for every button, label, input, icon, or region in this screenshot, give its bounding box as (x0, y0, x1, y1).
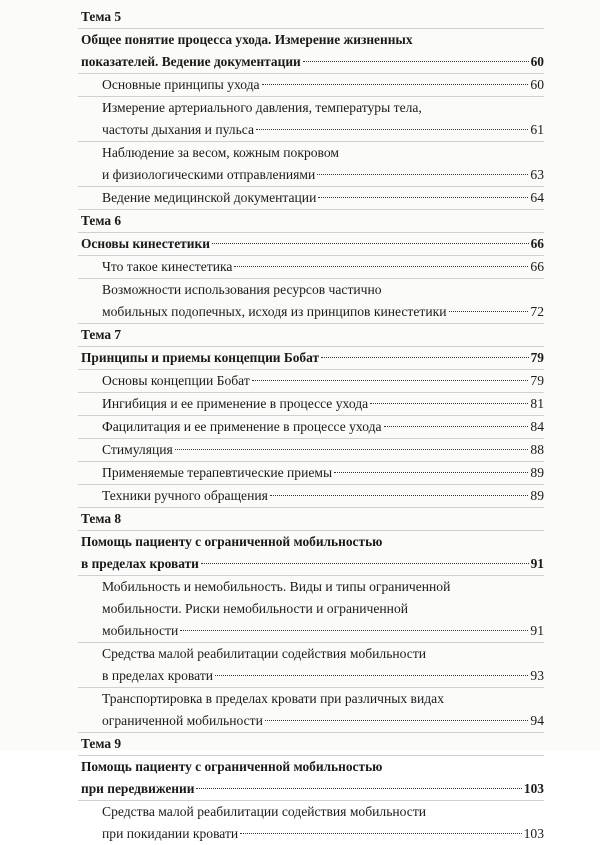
toc-entry-text: Тема 5 (81, 9, 122, 24)
page-number: 60 (530, 77, 544, 92)
page-number: 63 (530, 167, 544, 182)
toc-entry (78, 800, 544, 823)
dot-leader (175, 449, 529, 450)
toc-section-title (78, 232, 544, 255)
dot-leader (270, 495, 529, 496)
toc-theme-heading (78, 507, 544, 530)
toc-entry (78, 164, 544, 186)
page-number: 103 (523, 826, 544, 841)
toc-entry (78, 710, 544, 732)
dot-leader (262, 84, 529, 85)
toc-entry-text: мобильности (102, 623, 179, 638)
dot-leader (234, 266, 528, 267)
toc-entry-text: Тема 6 (81, 213, 122, 228)
page-number: 79 (530, 373, 544, 388)
page-number: 66 (530, 236, 544, 251)
dot-leader (196, 788, 521, 789)
toc-section-title (78, 346, 544, 369)
toc-entry (78, 301, 544, 323)
toc-entry-text: Принципы и приемы концепции Бобат (81, 350, 320, 365)
toc-entry (78, 186, 544, 209)
toc-entry (78, 415, 544, 438)
toc-section-title (78, 553, 544, 575)
toc-entry-text: Техники ручного обращения (102, 488, 268, 503)
dot-leader (212, 243, 529, 244)
page-number: 94 (530, 713, 544, 728)
toc-entry-text: Средства малой реабилитации содействия мобильности (102, 804, 427, 819)
page-number: 84 (530, 419, 544, 434)
toc-entry-text: Тема 7 (81, 327, 122, 342)
toc-entry-text: Мобильность и немобильность. Виды и типы ограниченной (102, 579, 451, 594)
toc-entry-text: при покидании кровати (102, 826, 239, 841)
dot-leader (370, 403, 528, 404)
toc-entry (78, 141, 544, 164)
toc-entry-text: Применяемые терапевтические приемы (102, 465, 333, 480)
toc-entry (78, 278, 544, 301)
toc-entry-text: Помощь пациенту с ограниченной мобильностью (81, 534, 383, 549)
toc-theme-heading (78, 732, 544, 755)
dot-leader (256, 129, 528, 130)
toc-entry (78, 484, 544, 507)
toc-entry-text: Ингибиция и ее применение в процессе ухода (102, 396, 369, 411)
toc-entry-text: Транспортировка в пределах кровати при различных видах (102, 691, 444, 706)
toc-entry (78, 642, 544, 665)
dot-leader (252, 380, 529, 381)
page-number: 64 (530, 190, 544, 205)
toc-entry (78, 392, 544, 415)
page-number: 91 (530, 623, 544, 638)
dot-leader (215, 675, 528, 676)
toc-section-title (78, 28, 544, 51)
toc-entry-text: Основы кинестетики (81, 236, 210, 251)
toc-section-title (78, 755, 544, 778)
toc-entry (78, 438, 544, 461)
toc-entry-text: частоты дыхания и пульса (102, 122, 255, 137)
toc-entry-text: Средства малой реабилитации содействия мобильности (102, 646, 427, 661)
table-of-contents (78, 6, 544, 845)
dot-leader (318, 197, 528, 198)
toc-entry-text: Измерение артериального давления, температуры тела, (102, 100, 422, 115)
page-number: 103 (523, 781, 544, 796)
toc-entry-text: Что такое кинестетика (102, 259, 233, 274)
toc-entry-text: мобильных подопечных, исходя из принципов кинестетики (102, 304, 447, 319)
toc-entry (78, 823, 544, 845)
page-number: 81 (530, 396, 544, 411)
toc-entry-text: и физиологическими отправлениями (102, 167, 316, 182)
dot-leader (384, 426, 529, 427)
toc-entry-text: показателей. Ведение документации (81, 54, 301, 69)
toc-section-title (78, 778, 544, 800)
page-number: 60 (530, 54, 544, 69)
toc-entry-text: Ведение медицинской документации (102, 190, 317, 205)
page-number: 88 (530, 442, 544, 457)
toc-entry-text: Помощь пациенту с ограниченной мобильностью (81, 759, 383, 774)
toc-entry (78, 73, 544, 96)
page-number: 91 (530, 556, 544, 571)
page-number: 61 (530, 122, 544, 137)
toc-entry-text: при передвижении (81, 781, 195, 796)
toc-entry (78, 119, 544, 141)
dot-leader (265, 720, 529, 721)
toc-entry (78, 369, 544, 392)
toc-theme-heading (78, 209, 544, 232)
toc-entry-text: в пределах кровати (102, 668, 214, 683)
page-number: 72 (530, 304, 544, 319)
toc-section-title (78, 530, 544, 553)
toc-entry-text: Стимуляция (102, 442, 173, 457)
page-number: 89 (530, 465, 544, 480)
toc-section-title (78, 51, 544, 73)
toc-entry-text: Общее понятие процесса ухода. Измерение жизненных (81, 32, 413, 47)
toc-entry (78, 687, 544, 710)
toc-entry (78, 461, 544, 484)
page-number: 93 (530, 668, 544, 683)
toc-entry-text: Тема 8 (81, 511, 122, 526)
toc-entry (78, 575, 544, 598)
toc-entry-text: в пределах кровати (81, 556, 199, 571)
toc-entry-text: ограниченной мобильности (102, 713, 263, 728)
toc-entry (78, 665, 544, 687)
page-number: 79 (530, 350, 544, 365)
toc-entry (78, 598, 544, 620)
toc-entry-text: Основные принципы ухода (102, 77, 260, 92)
dot-leader (240, 833, 521, 834)
toc-entry-text: Основы концепции Бобат (102, 373, 250, 388)
dot-leader (303, 61, 529, 62)
toc-entry-text: Наблюдение за весом, кожным покровом (102, 145, 340, 160)
page-number: 66 (530, 259, 544, 274)
toc-entry-text: Фацилитация и ее применение в процессе ухода (102, 419, 382, 434)
toc-theme-heading (78, 6, 544, 28)
toc-entry (78, 620, 544, 642)
dot-leader (201, 563, 529, 564)
toc-entry (78, 96, 544, 119)
toc-entry-text: Возможности использования ресурсов частично (102, 282, 382, 297)
dot-leader (321, 357, 529, 358)
toc-theme-heading (78, 323, 544, 346)
page-number: 89 (530, 488, 544, 503)
dot-leader (334, 472, 528, 473)
dot-leader (449, 311, 529, 312)
dot-leader (317, 174, 528, 175)
toc-entry-text: мобильности. Риски немобильности и ограниченной (102, 601, 409, 616)
dot-leader (180, 630, 528, 631)
toc-entry (78, 255, 544, 278)
toc-entry-text: Тема 9 (81, 736, 122, 751)
